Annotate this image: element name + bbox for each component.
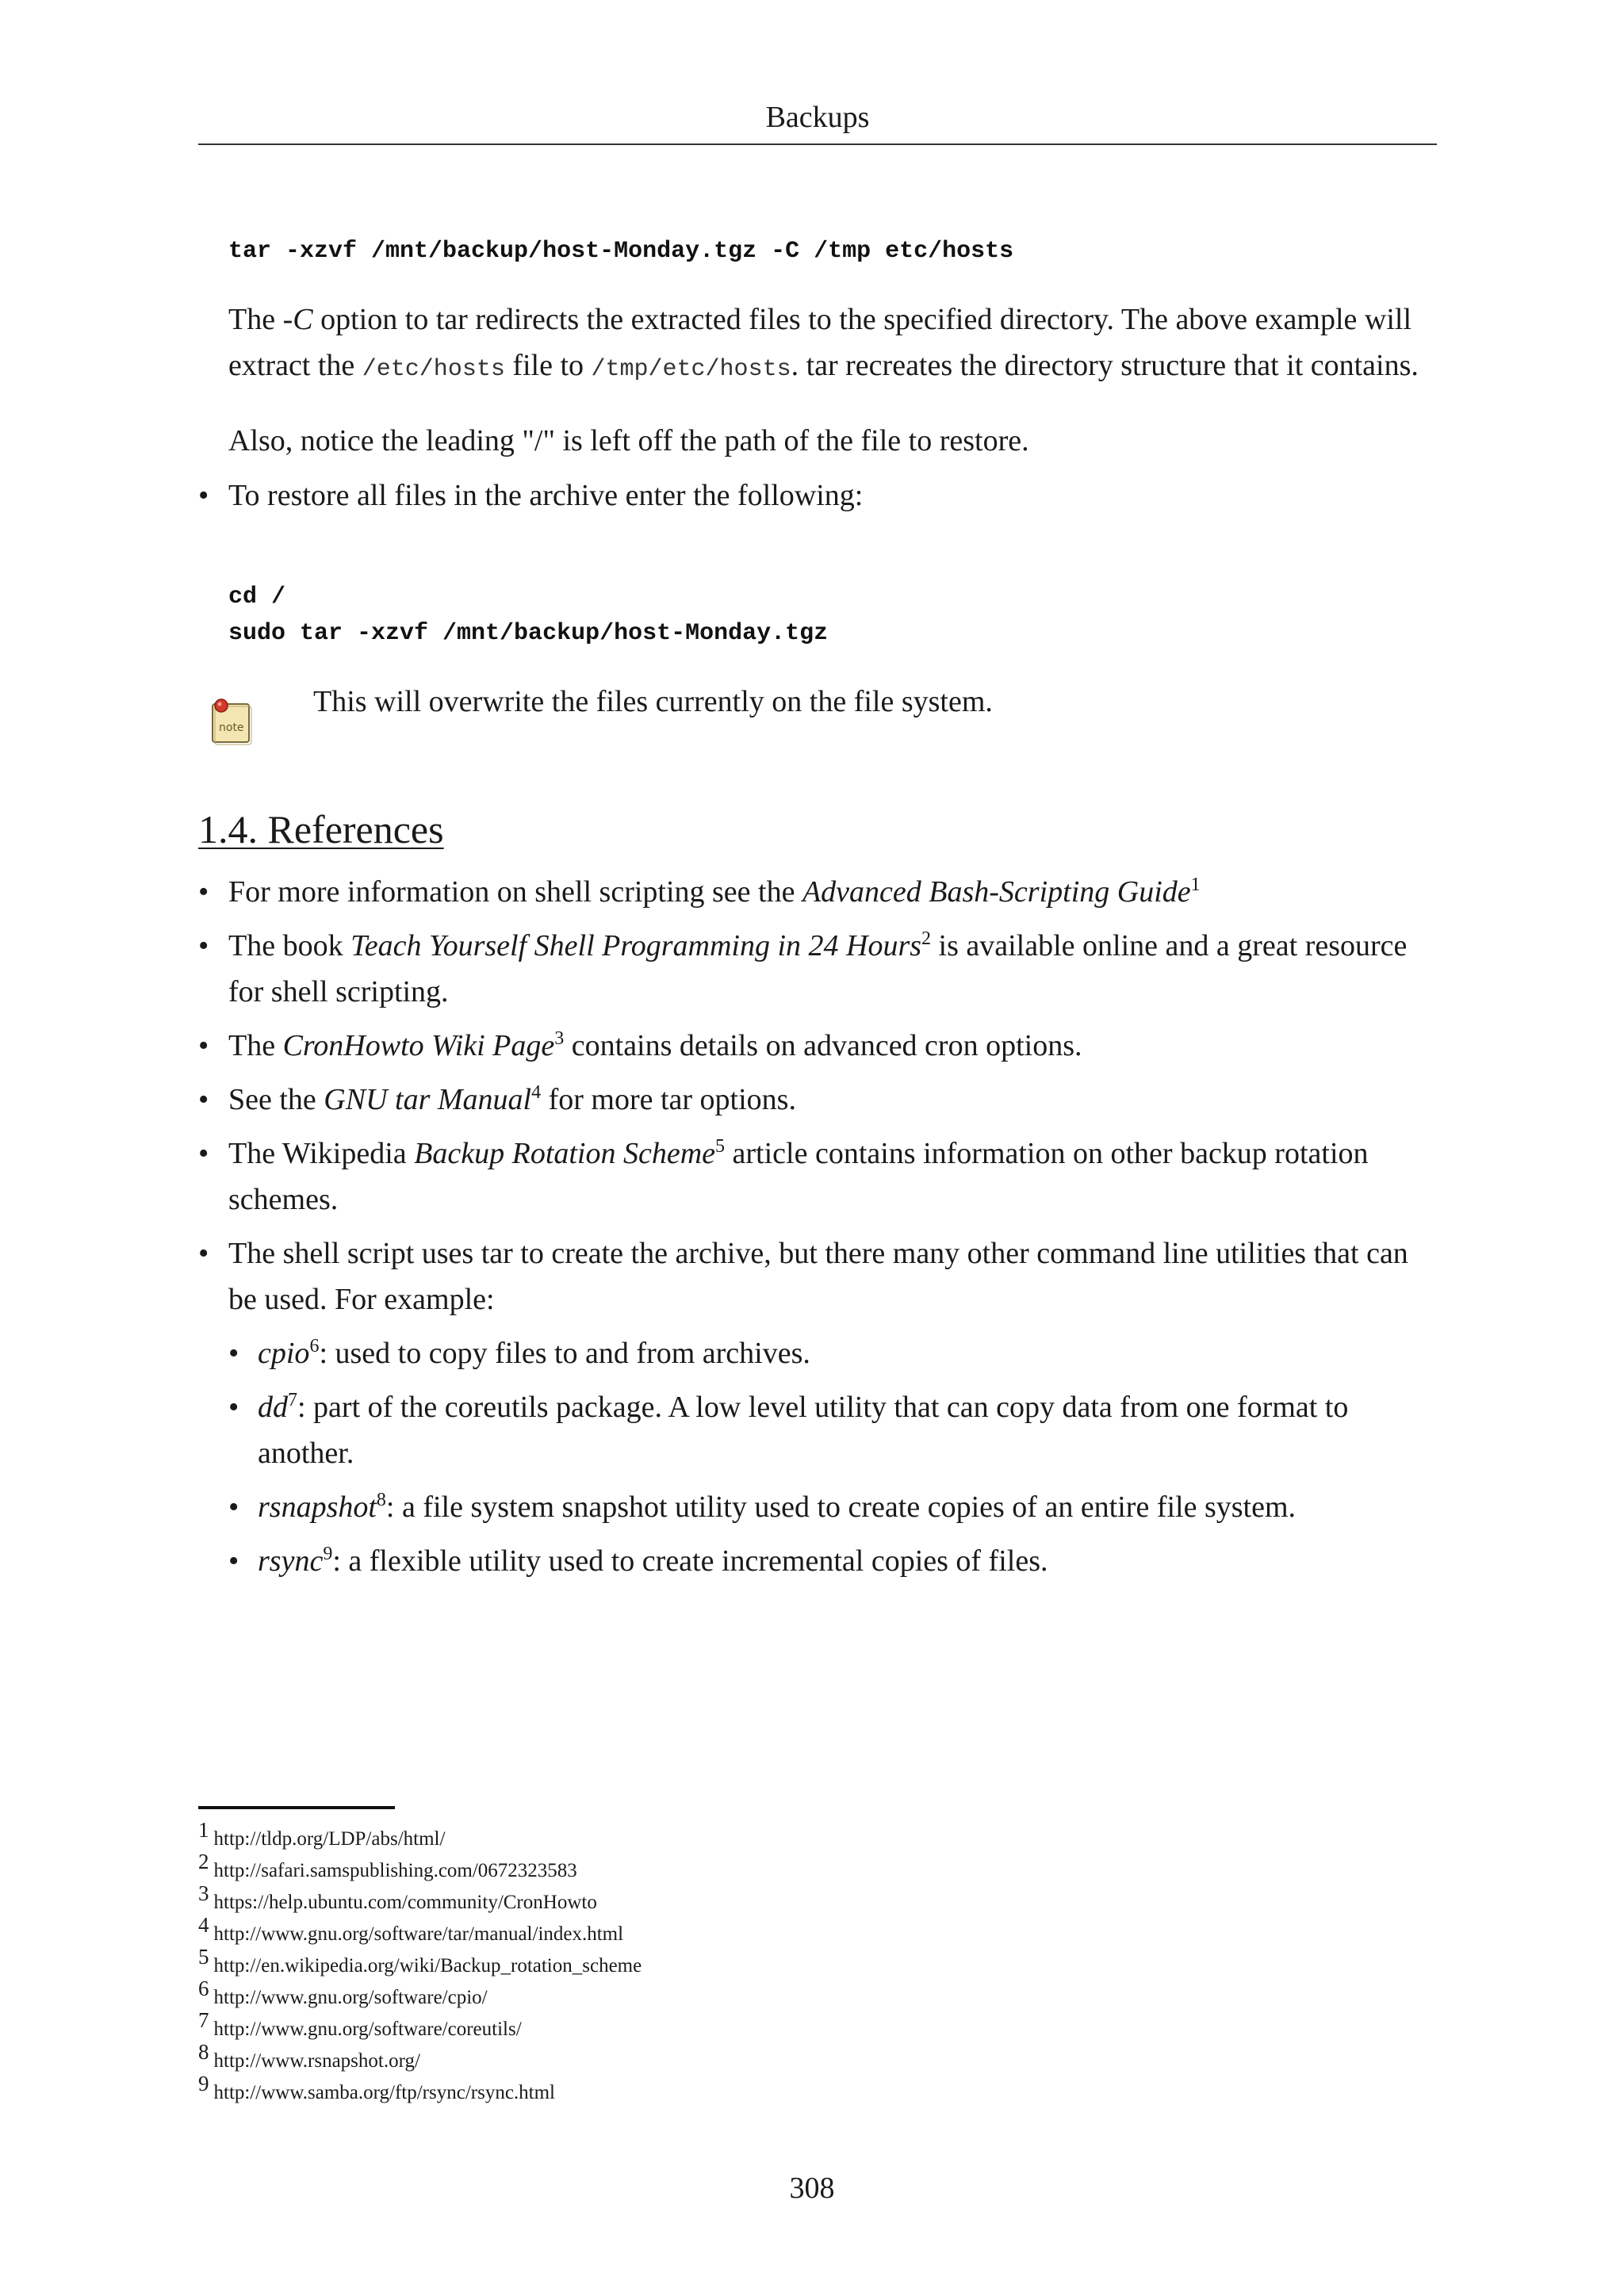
footnote-3: 3 https://help.ubuntu.com/community/CronHowto xyxy=(198,1881,597,1913)
footnote-8: 8 http://www.rsnapshot.org/ xyxy=(198,2040,420,2072)
footnote-url[interactable]: http://www.rsnapshot.org/ xyxy=(213,2050,420,2072)
filename-etc-hosts: /etc/hosts xyxy=(362,356,505,383)
option-c: -C xyxy=(282,303,313,336)
footnote-1: 1 http://tldp.org/LDP/abs/html/ xyxy=(198,1818,446,1850)
filename-tmp-etc-hosts: /tmp/etc/hosts xyxy=(591,356,791,383)
bullet-marker: • xyxy=(198,1029,209,1062)
ref-item-gnu-tar: See the GNU tar Manual$^4$ for more tar options. xyxy=(228,1082,796,1116)
sub-bullet-marker: • xyxy=(228,1544,239,1578)
bullet-marker: • xyxy=(198,1137,209,1170)
footnote-7: 7 http://www.gnu.org/software/coreutils/ xyxy=(198,2008,522,2040)
footnote-url[interactable]: http://safari.samspublishing.com/0672323583 xyxy=(213,1860,577,1881)
subitem-rsync: rsync$^9$: a flexible utility used to create incremental copies of files. xyxy=(258,1544,1048,1578)
sub-bullet-marker: • xyxy=(228,1337,239,1370)
subitem-rsnapshot: rsnapshot$^8$: a file system snapshot utility used to create copies of an entire file system. xyxy=(258,1490,1297,1524)
footnote-url[interactable]: http://www.gnu.org/software/cpio/ xyxy=(213,1987,488,2008)
footnote-url[interactable]: http://www.samba.org/ftp/rsync/rsync.html xyxy=(213,2082,556,2103)
ref-item-cronhowto: The CronHowto Wiki Page$^3$ contains details on advanced cron options. xyxy=(228,1028,1082,1062)
code-extract-file: tar -xzvf /mnt/backup/host-Monday.tgz -C /tmp etc/hosts xyxy=(228,238,1014,265)
ref-item-backup-rotation: The Wikipedia Backup Rotation Scheme$^5$ article contains information on other backup rotation xyxy=(228,1136,1369,1170)
subitem-dd-line2: another. xyxy=(258,1437,354,1470)
footnote-9: 9 http://www.samba.org/ftp/rsync/rsync.html xyxy=(198,2072,556,2103)
footnote-5: 5 http://en.wikipedia.org/wiki/Backup_rotation_scheme xyxy=(198,1945,642,1976)
bullet-marker: • xyxy=(198,929,209,962)
ref-item-other-utilities: The shell script uses tar to create the archive, but there many other command line utilities that can xyxy=(228,1237,1408,1270)
paragraph-c-option-line2: extract the /etc/hosts file to /tmp/etc/hosts. tar recreates the directory structure that it contains. xyxy=(228,349,1419,383)
footnote-url[interactable]: http://en.wikipedia.org/wiki/Backup_rotation_scheme xyxy=(213,1955,642,1976)
footnote-2: 2 http://safari.samspublishing.com/0672323583 xyxy=(198,1850,577,1881)
footnote-url[interactable]: http://www.gnu.org/software/coreutils/ xyxy=(213,2019,522,2040)
svg-text:note: note xyxy=(219,721,244,734)
footnote-url[interactable]: http://tldp.org/LDP/abs/html/ xyxy=(213,1828,446,1850)
section-title-references: 1.4. References xyxy=(198,807,444,851)
footnote-url[interactable]: http://www.gnu.org/software/tar/manual/index.html xyxy=(213,1923,624,1945)
bullet-marker: • xyxy=(198,875,209,909)
bullet-marker: • xyxy=(198,1237,209,1270)
paragraph-c-option-line1: The -C option to tar redirects the extracted files to the specified directory. The above example will xyxy=(228,303,1412,336)
footnote-4: 4 http://www.gnu.org/software/tar/manual/index.html xyxy=(198,1913,624,1945)
footnote-rule xyxy=(198,1806,395,1809)
ref-item-shell-programming-line2: for shell scripting. xyxy=(228,975,449,1008)
subitem-dd: $dd^7$: part of the coreutils package. A low level utility that can copy data from one format to xyxy=(258,1390,1349,1424)
note-text: This will overwrite the files currently on the file system. xyxy=(313,685,993,718)
bullet-marker: • xyxy=(198,1083,209,1116)
note-icon xyxy=(208,696,254,745)
running-header: Backups xyxy=(765,101,870,134)
ref-item-other-utilities-line2: be used. For example: xyxy=(228,1283,495,1316)
page-number: 308 xyxy=(789,2172,835,2205)
ref-item-backup-rotation-line2: schemes. xyxy=(228,1183,339,1216)
bullet-marker: • xyxy=(198,479,209,512)
header-rule xyxy=(198,144,1437,145)
sub-bullet-marker: • xyxy=(228,1391,239,1424)
bullet-restore-all: To restore all files in the archive enter the following: xyxy=(228,479,864,512)
code-cd-root: cd / xyxy=(228,584,286,610)
footnote-6: 6 http://www.gnu.org/software/cpio/ xyxy=(198,1976,488,2008)
code-sudo-tar: sudo tar -xzvf /mnt/backup/host-Monday.tgz xyxy=(228,620,829,647)
paragraph-leading-slash: Also, notice the leading "/" is left off the path of the file to restore. xyxy=(228,424,1029,457)
footnote-url[interactable]: https://help.ubuntu.com/community/CronHowto xyxy=(213,1892,597,1913)
ref-item-shell-programming: The book Teach Yourself Shell Programming in 24 Hours$^2$ is available online and a great resource xyxy=(228,928,1408,962)
sub-bullet-marker: • xyxy=(228,1490,239,1524)
ref-item-bash-guide: For more information on shell scripting see the Advanced Bash-Scripting Guide$^1$ xyxy=(228,874,1201,909)
subitem-cpio: cpio$^6$: used to copy files to and from archives. xyxy=(258,1336,810,1370)
